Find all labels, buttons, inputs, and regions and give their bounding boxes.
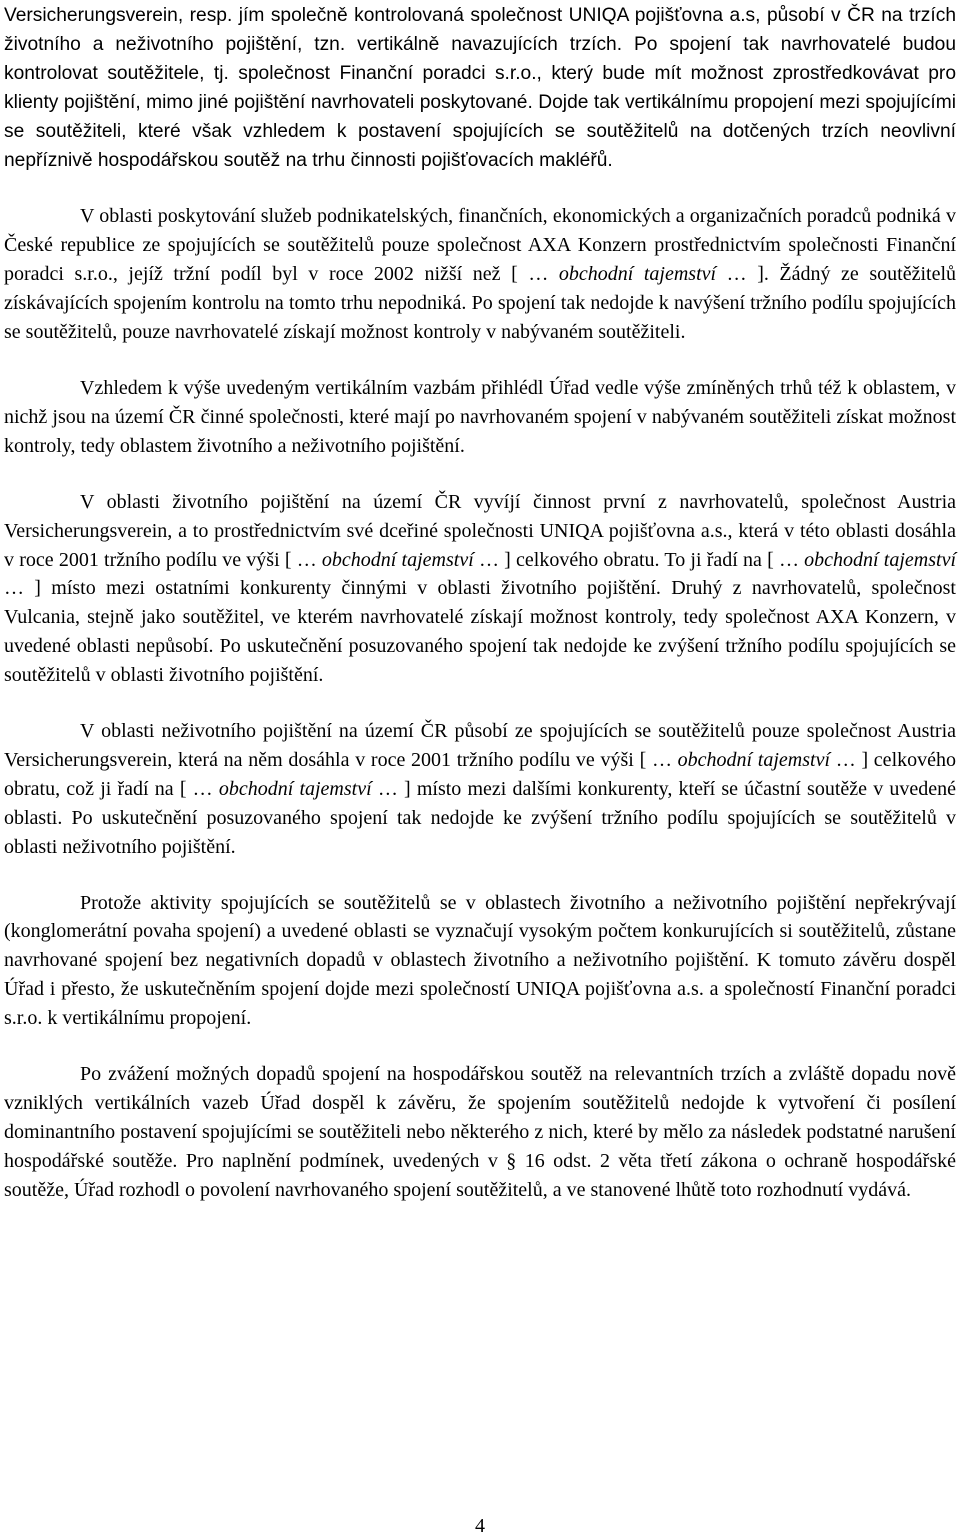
document-page (4, 2, 956, 1205)
paragraph-7 (4, 1060, 956, 1205)
paragraph-1-text-conclusion: Dojde tak vertikálnímu propojení mezi spojujícími se soutěžiteli, které však vzhledem k postavení spojujících se soutěžitelů na dotčených trzích neovlivní nepříznivě hospodářskou soutěž na trhu činnosti pojišťovacích makléřů. (4, 91, 956, 171)
paragraph-5-text-b: … ] celkového obratu, což ji řadí na [ … (4, 748, 956, 800)
paragraph-5 (4, 717, 956, 862)
paragraph-4-text-c: … ] místo mezi ostatními konkurenty činnými v oblasti životního pojištění. Druhý z navrhovatelů, společnost Vulcania, stejně jako soutěžitel, ve kterém navrhovatelé získají možnost kontroly, tedy společnost AXA Konzern, v uvedené oblasti nepůsobí. Po uskutečnění posuzovaného spojení tak nedojde ke zvýšení tržního podílu spojujících se soutěžitelů v oblasti životního pojištění. (4, 577, 956, 687)
paragraph-4-text-a: V oblasti životního pojištění na území ČR vyvíjí činnost první z navrhovatelů, společnost Austria Versicherungsverein, a to prostřednictvím své dceřiné společnosti UNIQA pojišťovna a.s., která v této oblasti dosáhla v roce 2001 tržního podílu ve výši [ … (4, 490, 956, 571)
paragraph-7-text: Po zvážení možných dopadů spojení na hospodářskou soutěž na relevantních trzích a zvláště dopadu nově vzniklých vertikálních vazeb Úřad dospěl k závěru, že spojením soutěžitelů nedojde k vytvoření či posílení dominantního postavení spojujícími se soutěžiteli nebo některého z nich, které by mělo za následek podstatné narušení hospodářské soutěže. Pro naplnění podmínek, uvedených v § 16 odst. 2 věta třetí zákona o ochraně hospodářské soutěže, Úřad rozhodl o povolení navrhovaného spojení soutěžitelů, a ve stanovené lhůtě toto rozhodnutí vydává. (4, 1063, 956, 1201)
paragraph-1 (4, 2, 956, 175)
page-number: 4 (475, 1515, 485, 1537)
paragraph-5-text-c: … ] místo mezi dalšími konkurenty, kteří se účastní soutěže v uvedené oblasti. Po uskutečnění posuzovaného spojení tak nedojde ke zvýšení tržního podílu spojujících se soutěžitelů v oblasti neživotního pojištění. (4, 777, 956, 858)
paragraph-4-trade-secret-1: obchodní tajemství (321, 548, 474, 571)
paragraph-2 (4, 202, 956, 347)
paragraph-4-trade-secret-2: obchodní tajemství (804, 548, 957, 571)
paragraph-5-trade-secret-1: obchodní tajemství (677, 748, 831, 771)
paragraph-3-text: Vzhledem k výše uvedeným vertikálním vazbám přihlédl Úřad vedle výše zmíněných trhů též k oblastem, v nichž jsou na území ČR činné společnosti, které mají po navrhovaném spojení v nabývaném soutěžiteli získat možnost kontroly, tedy oblastem životního a neživotního pojištění. (4, 376, 956, 457)
paragraph-4 (4, 488, 956, 690)
paragraph-3 (4, 374, 956, 461)
paragraph-2-text-b: … ]. Žádný ze soutěžitelů získávajících spojením kontrolu na tomto trhu nepodniká. Po spojení tak nedojde k navýšení tržního podílu spojujících se soutěžitelů, pouze navrhovatelé získají možnost kontroly v nabývaném soutěžiteli. (4, 263, 957, 344)
paragraph-6-text: Protože aktivity spojujících se soutěžitelů se v oblastech životního a neživotního pojištění nepřekrývají (konglomerátní povaha spojení) a uvedené oblasti se vyznačují vysokým počtem konkurujících si soutěžitelů, zůstane navrhované spojení bez negativních dopadů v oblastech životního a neživotního pojištění. K tomuto závěru dospěl Úřad i přesto, že uskutečněním spojení dojde mezi společností UNIQA pojišťovna a.s. a společností Finanční poradci s.r.o. k vertikálnímu propojení. (4, 891, 956, 1030)
paragraph-5-text-a: V oblasti neživotního pojištění na území ČR působí ze spojujících se soutěžitelů pouze společnost Austria Versicherungsverein, která na něm dosáhla v roce 2001 tržního podílu ve výši [ … (4, 720, 956, 771)
paragraph-5-trade-secret-2: obchodní tajemství (218, 777, 372, 800)
paragraph-2-trade-secret: obchodní tajemství (558, 263, 717, 286)
paragraph-1-text-sans: Versicherungsverein, resp. jím společně kontrolovaná společnost UNIQA pojišťovna a.s, působí v ČR na trzích životního a neživotního pojištění, tzn. vertikálně navazujících trzích. Po spojení tak navrhovatelé budou kontrolovat soutěžitele, tj. společnost Finanční poradci s.r.o., který bude mít možnost zprostředkovávat pro klienty pojištění, mimo jiné pojištění navrhovateli poskytované. (4, 5, 956, 113)
paragraph-2-text-a: V oblasti poskytování služeb podnikatelských, finančních, ekonomických a organizačních poradců podniká v České republice ze spojujících se soutěžitelů pouze společnost AXA Konzern prostřednictvím společnosti Finanční poradci s.r.o., jejíž tržní podíl byl v roce 2002 nižší než [ … (4, 205, 956, 286)
paragraph-4-text-b: … ] celkového obratu. To ji řadí na [ … (473, 548, 805, 571)
paragraph-6 (4, 889, 956, 1034)
